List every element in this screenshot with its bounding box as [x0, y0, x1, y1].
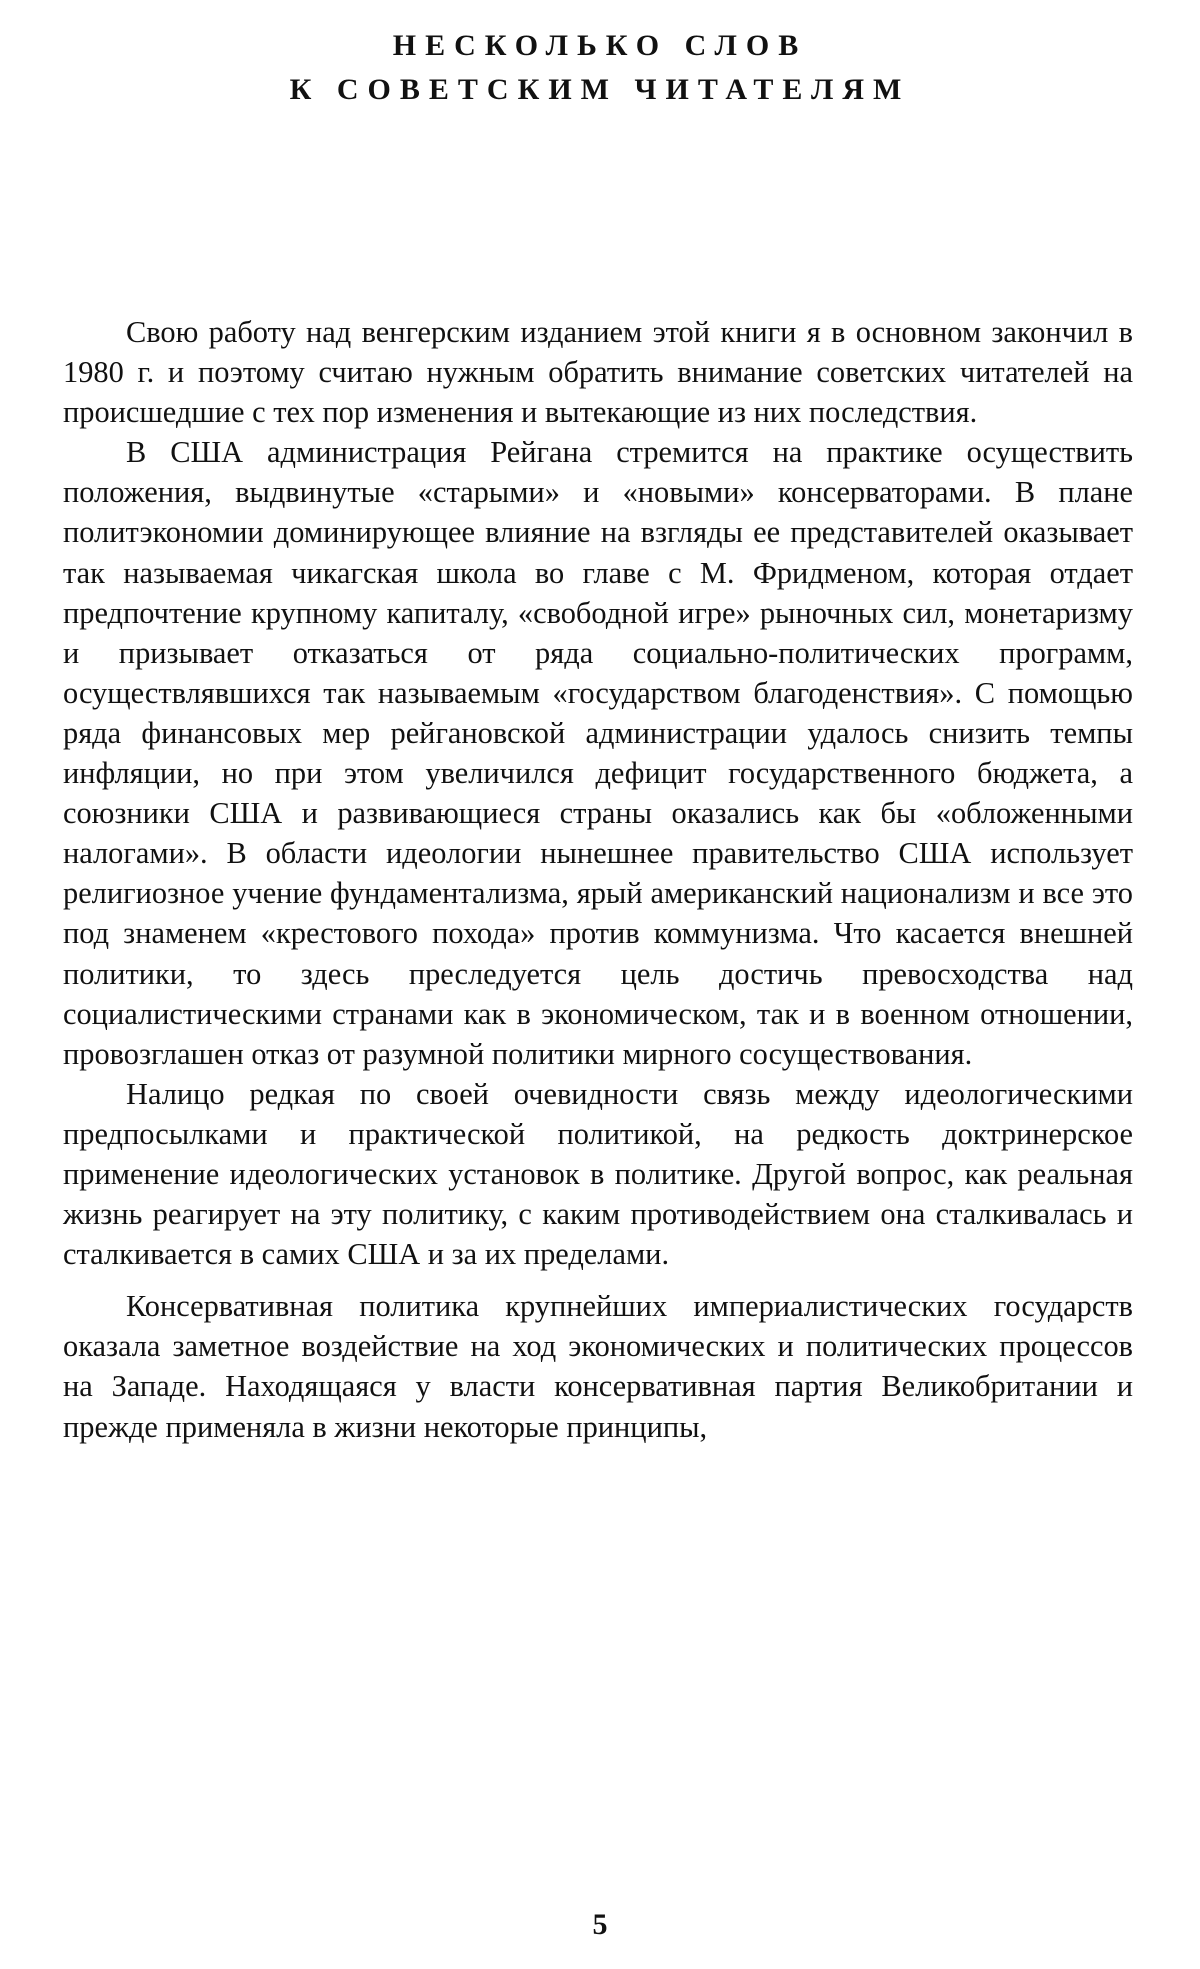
paragraph-2: В США администрация Рейгана стремится на практике осуществить положения, выдвинутые «старыми» и «новыми» консерваторами. В плане политэкономии доминирующее влияние на взгляды ее представителей оказывает так называемая чикагская школа во главе с М. Фридменом, которая отдает предпочтение крупному капиталу, «свободной игре» рыночных сил, монетаризму и призывает отказаться от ряда социально-политических программ, осуществлявшихся так называемым «государством благоденствия». С помощью ряда финансовых мер рейгановской администрации удалось снизить темпы инфляции, но при этом увеличился дефицит государственного бюджета, а союзники США и развивающиеся страны оказались как бы «обложенными налогами». В области идеологии нынешнее правительство США использует религиозное учение фундаментализма, ярый американский национализм и все это под знаменем «крестового похода» против коммунизма. Что касается внешней политики, то здесь преследуется цель достичь превосходства над социалистическими странами как в экономическом, так и в военном отношении, провозглашен отказ от разумной политики мирного сосуществования. — [63, 435, 1133, 1071]
paragraph-4: Консервативная политика крупнейших империалистических государств оказала заметное воздействие на ход экономических и политических процессов на Западе. Находящаяся у власти консервативная партия Великобритании и прежде применяла в жизни некоторые принципы, — [63, 1289, 1133, 1444]
paragraph-1: Свою работу над венгерским изданием этой книги я в основном закончил в 1980 г. и поэтому считаю нужным обратить внимание советских читателей на происшедшие с тех пор изменения и вытекающие из них последствия. — [63, 315, 1133, 430]
body-text — [63, 312, 1133, 1447]
page-number: 5 — [592, 1908, 608, 1941]
paragraph-3: Налицо редкая по своей очевидности связь между идеологическими предпосылками и практической политикой, на редкость доктринерское применение идеологических установок в политике. Другой вопрос, как реальная жизнь реагирует на эту политику, с каким противодействием она сталкивалась и сталкивается в самих США и за их пределами. — [63, 1076, 1133, 1272]
chapter-heading-line-1: НЕСКОЛЬКО СЛОВ — [392, 29, 808, 62]
chapter-heading — [0, 24, 1200, 112]
chapter-heading-line-2: К СОВЕТСКИМ ЧИТАТЕЛЯМ — [289, 73, 911, 106]
